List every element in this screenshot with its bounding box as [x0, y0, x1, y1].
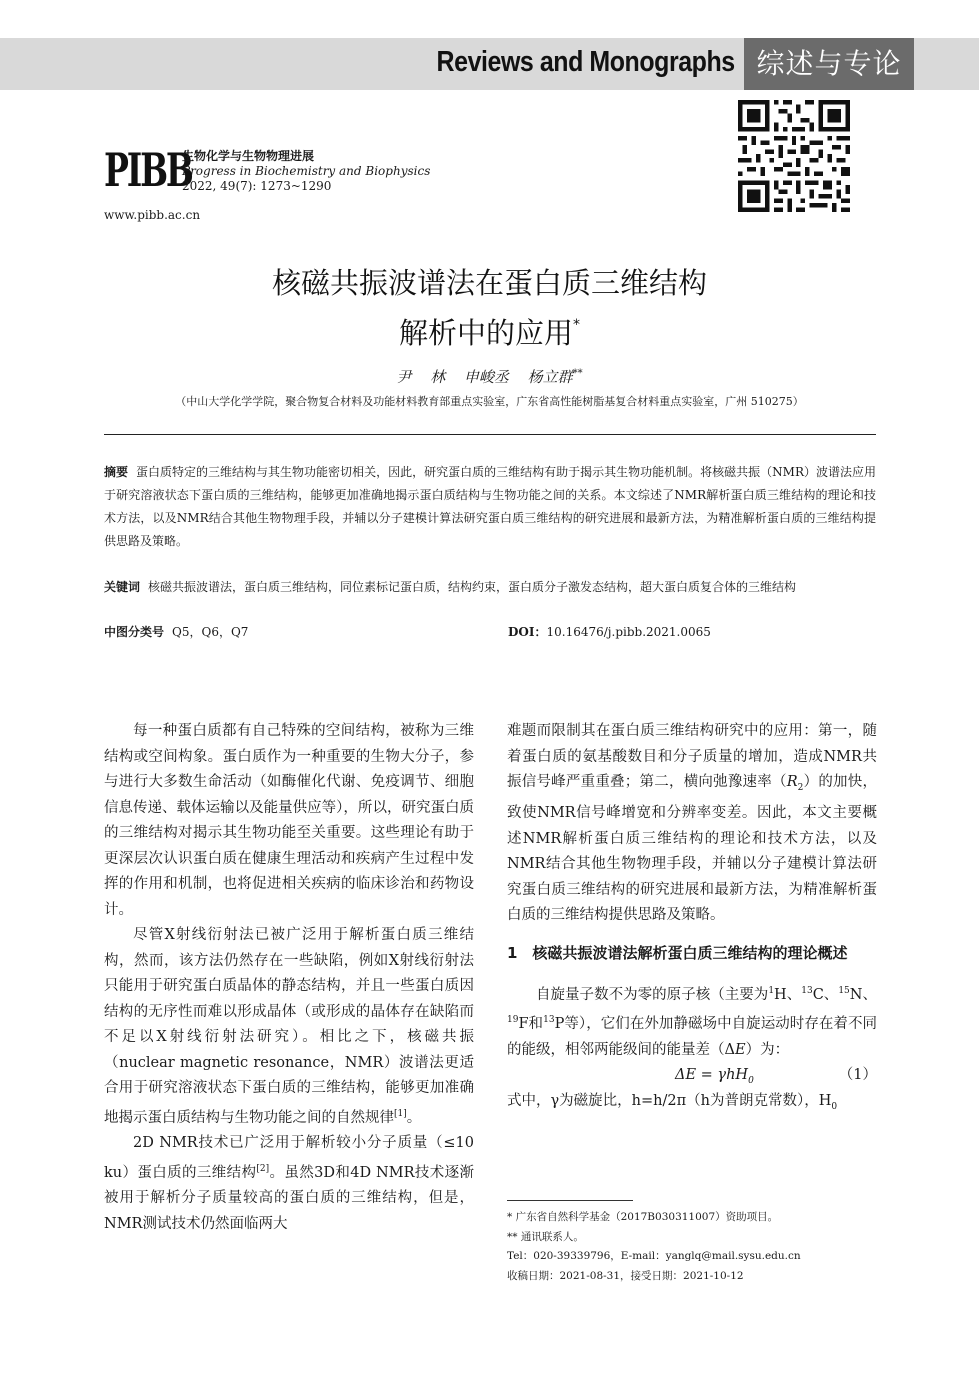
author-names: 尹 林 申峻丞 杨立群: [396, 368, 573, 386]
keywords-label: 关键词: [104, 580, 141, 594]
classification-label: 中图分类号: [104, 625, 165, 639]
article-title-line2: 解析中的应用: [398, 316, 573, 350]
body-paragraph: 难题而限制其在蛋白质三维结构研究中的应用：第一，随着蛋白质的氨基酸数目和分子质量的增加，造成NMR共振信号峰严重重叠；第二，横向弛豫速率$(R_2)$的加快，致使NMR信号峰增宽和分辨率变差。因此，本文主要概述NMR解析蛋白质三维结构的理论和技术方法，以及NMR结合其他生物物理手段，并辅以分子建模计算法研究蛋白质三维结构的研究进展和最新方法，为精准解析蛋白质的三维结构提供思路及策略。: [507, 723, 878, 924]
body-column-left: [104, 719, 474, 1237]
body-column-right: [507, 719, 877, 1121]
section-banner: [0, 38, 979, 90]
citation: [1]: [394, 1108, 407, 1119]
journal-logo: PIBB: [104, 143, 192, 197]
journal-website: www.pibb.ac.cn: [104, 208, 201, 222]
doi-text: 10.16476/j.pibb.2021.0065: [546, 625, 711, 639]
journal-info: [182, 149, 430, 194]
section-heading: 1 核磁共振波谱法解析蛋白质三维结构的理论概述: [507, 943, 848, 962]
keywords: [104, 576, 876, 599]
header-divider: [104, 434, 876, 435]
equation: [507, 1063, 877, 1089]
footnotes: [507, 1208, 877, 1286]
journal-issue: 2022, 49(7): 1273~1290: [182, 179, 332, 193]
qr-code-icon: [738, 100, 850, 212]
equation-number: （1）: [838, 1067, 877, 1084]
body-paragraph: 2D NMR技术已广泛用于解析较小分子质量（≤10 ku）蛋白质的三维结构[2]。虽然3D和4D NMR技术逐渐被用于解析分子质量较高的蛋白质的三维结构，但是，NMR测试技术仍然面临两大: [104, 1135, 475, 1232]
keywords-text: 核磁共振波谱法，蛋白质三维结构，同位素标记蛋白质，结构约束，蛋白质分子激发态结构，超大蛋白质复合体的三维结构: [148, 580, 797, 594]
section-title-en: Reviews and Monographs: [436, 46, 735, 78]
equation-formula: ΔE = γhH$_0$: [675, 1067, 754, 1087]
abstract-text: 蛋白质特定的三维结构与其生物功能密切相关，因此，研究蛋白质的三维结构有助于揭示其生物功能机制。将核磁共振（NMR）波谱法应用于研究溶液状态下蛋白质的三维结构，能够更加准确地揭示蛋白质结构与生物功能之间的关系。本文综述了NMR解析蛋白质三维结构的理论和技术方法，以及NMR结合其他生物物理手段，并辅以分子建模计算法研究蛋白质三维结构的研究进展和最新方法，为精准解析蛋白质的三维结构提供思路及策略。: [104, 465, 876, 548]
footnote: ** 通讯联系人。: [507, 1230, 584, 1243]
article-title: [0, 262, 979, 354]
title-footnote-mark: *: [573, 317, 580, 333]
classification: [104, 623, 248, 640]
footnote: * 广东省自然科学基金（2017B030311007）资助项目。: [507, 1211, 779, 1223]
body-paragraph: 自旋量子数不为零的原子核（主要为$^1$H、$^{13}$C、$^{15}$N、$^{19}$F和$^{13}$P等），它们在外加静磁场中自旋运动时存在着不同的能级，相邻两能级间的能量差（ΔE）为：: [507, 985, 877, 1058]
body-paragraph: 尽管X射线衍射法已被广泛用于解析蛋白质三维结构，然而，该方法仍然存在一些缺陷，例如X射线衍射法只能用于研究蛋白质晶体的静态结构，并且一些蛋白质因结构的无序性而难以形成晶体（或形成的晶体存在缺陷而不足以X射线衍射法研究）。相比之下，核磁共振（nuclear magnetic resonance，NMR）波谱法更适合用于研究溶液状态下蛋白质的三维结构，能够更加准确地揭示蛋白质结构与生物功能之间的自然规律[1]。: [104, 927, 474, 1126]
abstract-label: 摘要: [104, 465, 129, 479]
body-paragraph: 每一种蛋白质都有自己特殊的空间结构，被称为三维结构或空间构象。蛋白质作为一种重要的生物大分子，参与进行大多数生命活动（如酶催化代谢、免疫调节、细胞信息传递、载体运输以及能量供应等），所以，研究蛋白质的三维结构对揭示其生物功能至关重要。这些理论有助于更深层次认识蛋白质在健康生理活动和疾病产生过程中发挥的作用和机制，也将促进相关疾病的临床诊治和药物设计。: [104, 723, 474, 918]
footnote: 收稿日期：2021-08-31，接受日期：2021-10-12: [507, 1269, 744, 1282]
citation: [2]: [256, 1163, 270, 1174]
body-paragraph: 式中，γ为磁旋比，h=h/2π（h为普朗克常数），$H_0$: [507, 1093, 838, 1113]
article-title-line1: 核磁共振波谱法在蛋白质三维结构: [271, 266, 707, 300]
journal-name-en: Progress in Biochemistry and Biophysics: [182, 164, 431, 178]
footnote: Tel：020-39339796，E-mail：yanglq@mail.sysu.edu.cn: [507, 1250, 801, 1262]
footnote-divider: [507, 1200, 633, 1201]
author-footnote-mark: **: [572, 368, 583, 379]
journal-name-cn: 生物化学与生物物理进展: [182, 149, 315, 163]
abstract: [104, 461, 876, 553]
affiliation: （中山大学化学学院，聚合物复合材料及功能材料教育部重点实验室，广东省高性能树脂基复合材料重点实验室，广州 510275）: [175, 395, 804, 408]
classification-text: Q5，Q6，Q7: [172, 625, 249, 639]
doi: [508, 623, 711, 640]
section-title-cn: 综述与专论: [744, 38, 914, 90]
doi-label: DOI：: [508, 625, 547, 639]
author-list: [0, 366, 979, 387]
